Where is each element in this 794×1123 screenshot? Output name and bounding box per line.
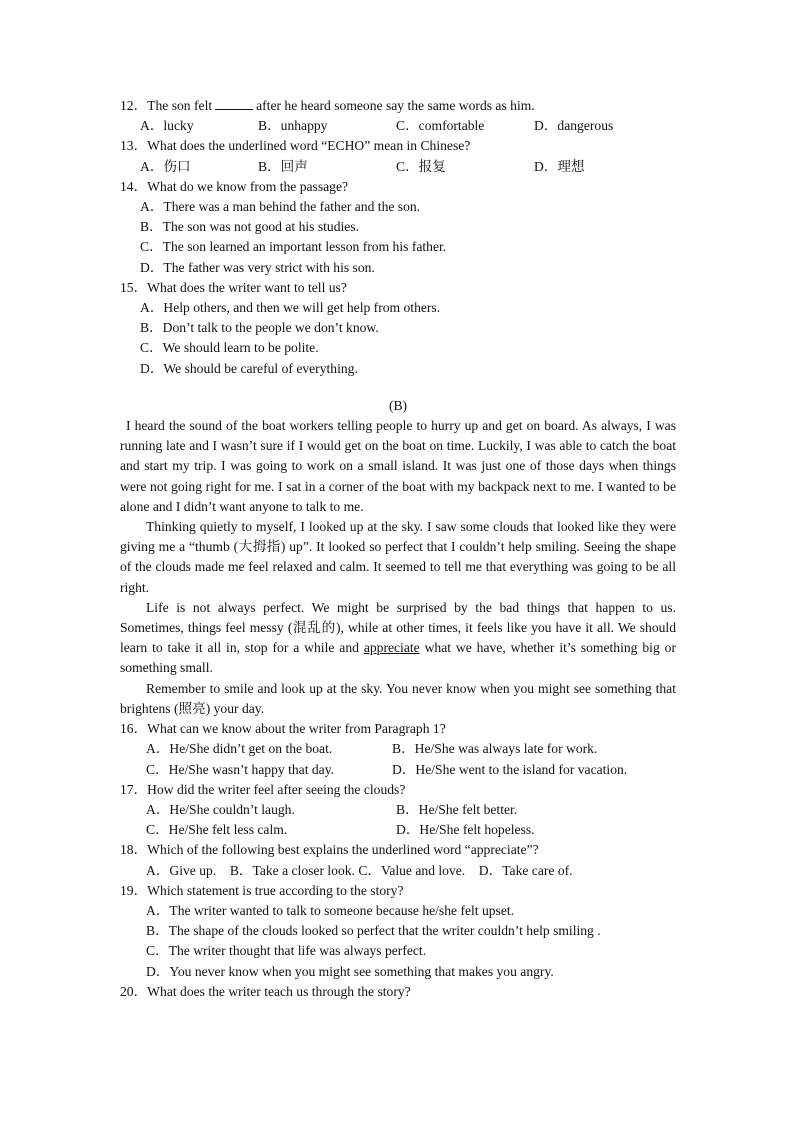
- option-b: B．Don’t talk to the people we don’t know.: [140, 320, 379, 336]
- option-b: B．He/She felt better.: [396, 801, 518, 817]
- question-15: 15．What does the writer want to tell us?: [120, 279, 347, 295]
- option-d: D．He/She went to the island for vacation.: [392, 761, 628, 777]
- option-d: D．理想: [534, 158, 585, 174]
- option-a: A．Help others, and then we will get help from others.: [140, 300, 441, 316]
- question-16-options-row-2: [120, 760, 676, 780]
- question-18: 18．Which of the following best explains the underlined word “appreciate”?: [120, 842, 539, 858]
- question-20: 20．What does the writer teach us through the story?: [120, 983, 411, 999]
- question-14: 14．What do we know from the passage?: [120, 178, 349, 194]
- option-a: A．He/She didn’t get on the boat.: [146, 741, 333, 757]
- option-a: A．The writer wanted to talk to someone because he/she felt upset.: [146, 902, 515, 918]
- option-c: C．He/She wasn’t happy that day.: [146, 761, 335, 777]
- question-13-options: [120, 157, 676, 177]
- option-c: C．The son learned an important lesson from his father.: [140, 239, 447, 255]
- option-d: D．He/She felt hopeless.: [396, 822, 535, 838]
- paragraph-3-text-end: what we have, whether it’s something big or something small.: [120, 640, 676, 676]
- option-d: D．The father was very strict with his son.: [140, 259, 375, 275]
- page-content: [120, 96, 676, 1002]
- option-d: D．dangerous: [534, 118, 614, 134]
- option-d: D．We should be careful of everything.: [140, 360, 358, 376]
- question-12-stem-end: after he heard someone say the same words as him.: [256, 98, 535, 113]
- underlined-word: appreciate: [363, 640, 420, 656]
- option-c: C．comfortable: [396, 118, 485, 134]
- question-18-options: A．Give up. B．Take a closer look. C．Value and love. D．Take care of.: [146, 862, 573, 878]
- option-b: B．unhappy: [258, 118, 328, 134]
- passage-paragraph-1: I heard the sound of the boat workers telling people to hurry up and get on board. As always, I was running late and I wasn’t sure if I would get on the boat on time. Luckily, I was able to catch the boat and start my trip. I was going to work on a small island. It was just one of those days when things were not going right for me. I sat in a corner of the boat with my backpack next to me. I wanted to be alone and I didn’t want anyone to talk to me.: [120, 418, 676, 514]
- option-a: A．He/She couldn’t laugh.: [146, 801, 295, 817]
- option-b: B．The shape of the clouds looked so perfect that the writer couldn’t help smiling .: [146, 923, 601, 939]
- paragraph-3-text-start: Life is not always perfect. We might be surprised by the bad things that happen to us. Sometimes, things feel messy (混乱的), while at other times, it feels like you have it all. We should learn to take it all in, stop for a while and: [120, 599, 676, 656]
- option-c: C．He/She felt less calm.: [146, 822, 288, 838]
- option-d: D．You never know when you might see something that makes you angry.: [146, 963, 554, 979]
- option-a: A．伤口: [140, 158, 191, 174]
- passage-paragraph-4: Remember to smile and look up at the sky. You never know when you might see something that brightens (照亮) your day.: [120, 680, 676, 716]
- passage-paragraph-3: [120, 598, 676, 679]
- option-b: B．回声: [258, 158, 308, 174]
- question-12-stem-start: 12．The son felt: [120, 98, 213, 113]
- option-c: C．We should learn to be polite.: [140, 340, 319, 356]
- question-17-options-row-1: [120, 800, 676, 820]
- question-12: [120, 96, 676, 116]
- passage-paragraph-2: Thinking quietly to myself, I looked up at the sky. I saw some clouds that looked like they were giving me a “thumb (大拇指) up”. It looked so perfect that I couldn’t help smiling. Seeing the shape of the clouds made me feel relaxed and calm. It seemed to tell me that everything was going to be all right.: [120, 519, 676, 595]
- question-13: 13．What does the underlined word “ECHO” mean in Chinese?: [120, 138, 471, 154]
- answer-blank: [215, 97, 253, 110]
- option-c: C．报复: [396, 158, 446, 174]
- option-c: C．The writer thought that life was always perfect.: [146, 943, 427, 959]
- section-heading: (B): [388, 397, 408, 413]
- option-b: B．He/She was always late for work.: [392, 741, 598, 757]
- question-19: 19．Which statement is true according to the story?: [120, 882, 404, 898]
- option-a: A．lucky: [140, 118, 194, 134]
- question-16-options-row-1: [120, 739, 676, 759]
- question-17: 17．How did the writer feel after seeing the clouds?: [120, 781, 406, 797]
- question-12-options: [120, 116, 676, 136]
- question-16: 16．What can we know about the writer from Paragraph 1?: [120, 721, 446, 737]
- option-b: B．The son was not good at his studies.: [140, 219, 360, 235]
- question-17-options-row-2: [120, 820, 676, 840]
- option-a: A．There was a man behind the father and the son.: [140, 199, 421, 215]
